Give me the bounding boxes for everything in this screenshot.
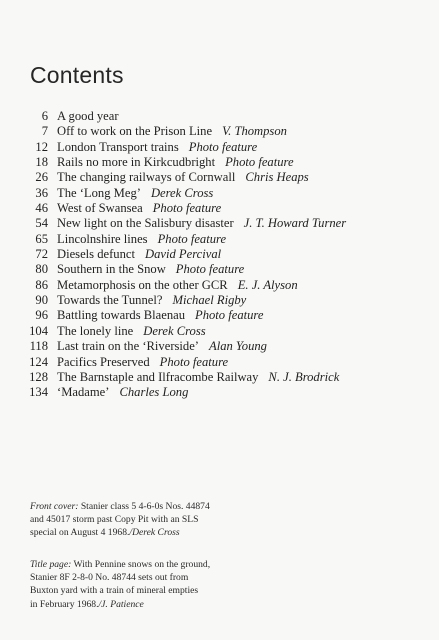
contents-entry [26, 278, 426, 293]
contents-entry [26, 109, 426, 124]
title-page-text-1: With Pennine snows on the ground, [73, 559, 211, 570]
title-page-label: Title page: [30, 559, 72, 570]
entry-title: The changing railways of Cornwall [57, 170, 236, 185]
contents-entry [26, 186, 426, 201]
entry-page-number: 46 [35, 201, 48, 216]
entry-credit: J. T. Howard Turner [243, 216, 347, 231]
contents-entry [26, 324, 426, 339]
front-cover-caption [30, 500, 330, 540]
entry-title: Rails no more in Kirkcudbright [57, 155, 216, 170]
contents-entry [26, 308, 426, 323]
entry-title: Last train on the ‘Riverside’ [57, 339, 199, 354]
entry-title: Off to work on the Prison Line [57, 124, 213, 139]
entry-page-number: 65 [35, 231, 48, 246]
entry-credit: E. J. Alyson [237, 277, 298, 292]
entry-title: The ‘Long Meg’ [57, 185, 141, 200]
entry-page-number: 6 [41, 109, 48, 123]
contents-list [26, 109, 426, 401]
entry-page-number: 7 [41, 124, 48, 139]
entry-title: Metamorphosis on the other GCR [57, 277, 228, 292]
title-page-line-1 [30, 558, 330, 571]
entry-credit: V. Thompson [222, 124, 287, 139]
front-cover-line-3 [30, 526, 330, 539]
entry-credit: N. J. Brodrick [268, 369, 340, 384]
title-page-text-2: Stanier 8F 2-8-0 No. 48744 sets out from [30, 572, 189, 584]
front-cover-credit: /Derek Cross [129, 527, 180, 539]
contents-entry [26, 124, 426, 139]
entry-title: Southern in the Snow [57, 262, 166, 277]
entry-title: Pacifics Preserved [57, 354, 150, 369]
entry-title: A good year [57, 109, 119, 123]
contents-entry [26, 201, 426, 216]
entry-title: New light on the Salisbury disaster [57, 216, 234, 231]
front-cover-text-3: special on August 4 1968. [30, 527, 130, 539]
entry-page-number: 12 [35, 139, 48, 154]
entry-title: Battling towards Blaenau [57, 308, 186, 323]
entry-credit: Derek Cross [150, 185, 214, 200]
entry-page-number: 104 [29, 323, 48, 338]
title-page-line-4 [30, 598, 330, 611]
entry-title: The Barnstaple and Ilfracombe Railway [57, 369, 259, 384]
contents-entry [26, 293, 426, 308]
entry-credit: Photo feature [157, 231, 227, 246]
entry-credit: Photo feature [188, 139, 258, 154]
contents-entry [26, 155, 426, 170]
front-cover-line-1 [30, 500, 330, 513]
entry-page-number: 128 [29, 369, 48, 384]
contents-entry [26, 385, 426, 400]
front-cover-text-1: Stanier class 5 4-6-0s Nos. 44874 [80, 501, 210, 512]
contents-entry [26, 370, 426, 385]
entry-credit: Derek Cross [143, 323, 206, 338]
entry-page-number: 54 [35, 216, 48, 231]
entry-page-number: 90 [35, 293, 48, 308]
entry-page-number: 96 [35, 308, 48, 323]
entry-title: The lonely line [57, 323, 134, 338]
contents-entry [26, 355, 426, 370]
entry-page-number: 124 [29, 354, 48, 369]
front-cover-text-2: and 45017 storm past Copy Pit with an SLS [30, 514, 199, 526]
entry-page-number: 134 [29, 385, 48, 400]
contents-entry [26, 247, 426, 262]
entry-credit: Photo feature [159, 354, 229, 369]
entry-page-number: 118 [29, 339, 48, 354]
entry-title: London Transport trains [57, 139, 179, 154]
entry-title: Diesels defunct [57, 247, 135, 262]
title-page-caption [30, 558, 330, 611]
page-title: Contents [30, 62, 124, 88]
entry-title: West of Swansea [57, 201, 143, 216]
entry-credit: David Percival [145, 247, 222, 262]
entry-page-number: 86 [35, 277, 48, 292]
entry-credit: Photo feature [152, 201, 222, 216]
contents-entry [26, 339, 426, 354]
entry-title: Lincolnshire lines [57, 231, 148, 246]
contents-entry [26, 262, 426, 277]
entry-page-number: 26 [35, 170, 48, 185]
entry-credit: Photo feature [175, 262, 245, 277]
entry-title: ‘Madame’ [57, 385, 110, 400]
entry-credit: Alan Young [209, 339, 267, 354]
entry-page-number: 36 [35, 185, 48, 200]
entry-credit: Michael Rigby [172, 293, 247, 308]
entry-title: Towards the Tunnel? [57, 293, 163, 308]
entry-credit: Charles Long [119, 385, 189, 400]
contents-entry [26, 216, 426, 231]
entry-credit: Chris Heaps [245, 170, 309, 185]
entry-page-number: 80 [35, 262, 48, 277]
entry-credit: Photo feature [195, 308, 264, 323]
title-page-text-4: in February 1968. [30, 598, 99, 610]
entry-page-number: 18 [35, 155, 48, 170]
front-cover-label: Front cover: [30, 501, 79, 512]
contents-entry [26, 170, 426, 185]
contents-entry [26, 140, 426, 155]
entry-credit: Photo feature [225, 155, 294, 170]
contents-entry [26, 232, 426, 247]
entry-page-number: 72 [35, 247, 48, 262]
title-page-credit: /J. Patience [98, 598, 144, 610]
title-page-text-3: Buxton yard with a train of mineral empties [30, 585, 199, 597]
